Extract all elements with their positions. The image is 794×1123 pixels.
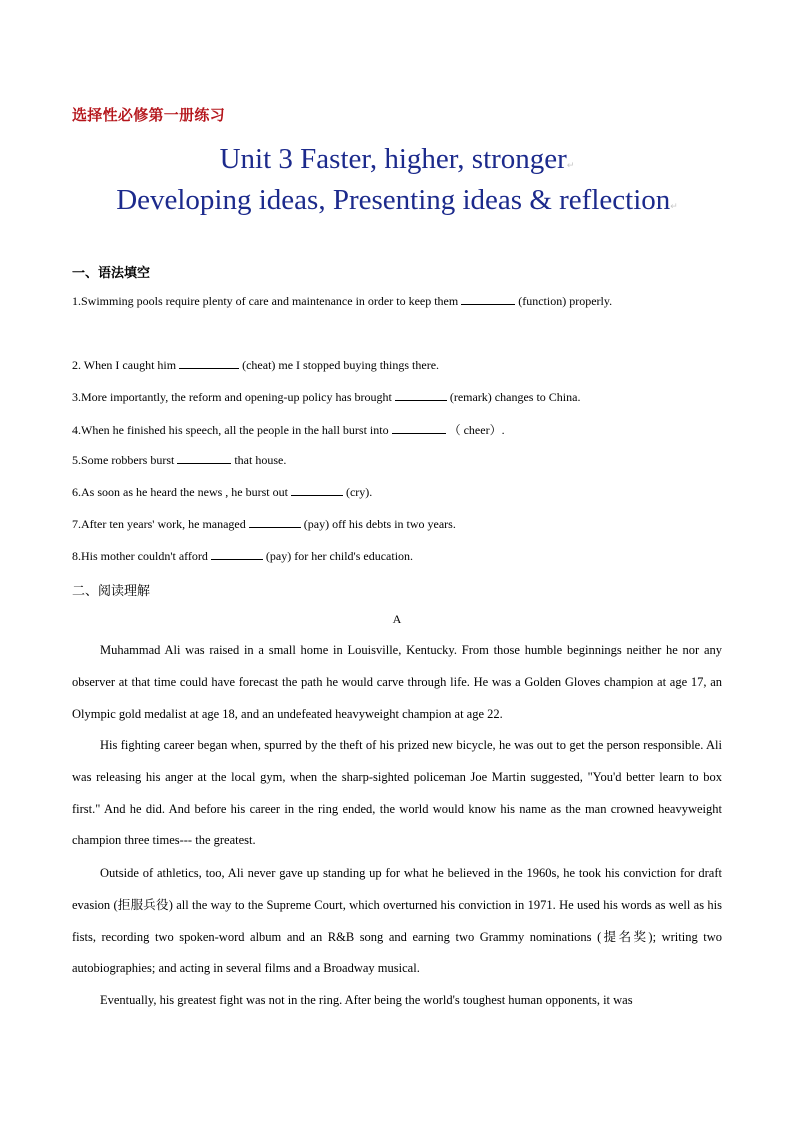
paragraph-mark-icon: ↵ — [566, 160, 575, 170]
answer-blank[interactable] — [177, 452, 231, 464]
question-hint: （ cheer）. — [448, 423, 505, 437]
grammar-question-3 — [72, 389, 732, 405]
question-text: 6.As soon as he heard the news , he burst out — [72, 485, 288, 499]
question-text: 2. When I caught him — [72, 358, 177, 372]
lesson-title — [0, 184, 794, 217]
question-hint: (remark) changes to China. — [449, 390, 581, 404]
section-heading-reading: 二、阅读理解 — [72, 584, 151, 599]
question-hint: (cry). — [345, 485, 373, 499]
question-text: 4.When he finished his speech, all the people in the hall burst into — [72, 423, 389, 437]
question-hint: (pay) for her child's education. — [265, 549, 414, 563]
question-text: 7.After ten years' work, he managed — [72, 517, 246, 531]
grammar-question-7 — [72, 516, 732, 532]
answer-blank[interactable] — [461, 293, 515, 305]
answer-blank[interactable] — [392, 422, 446, 434]
passage-paragraph-4: Eventually, his greatest fight was not in the ring. After being the world's toughest human opponents, it was — [100, 993, 633, 1007]
grammar-question-1 — [72, 293, 732, 309]
question-hint: (pay) off his debts in two years. — [303, 517, 456, 531]
passage-paragraph-2: His fighting career began when, spurred by the theft of his prized new bicycle, he was out to get the person responsible. Ali was releasing his anger at the local gym, when the sharp-sighted policeman Joe Martin suggested, "You'd better learn to box first." And he did. And before his career in the ring ended, the world would know his name as the man crowned heavyweight champion three times--- the greatest. — [72, 738, 722, 848]
unit-title-text: Unit 3 Faster, higher, stronger — [219, 143, 567, 175]
grammar-question-4 — [72, 421, 732, 438]
grammar-question-2 — [72, 357, 732, 373]
question-text: 5.Some robbers burst — [72, 453, 175, 467]
passage-label: A — [392, 612, 402, 626]
grammar-question-5 — [72, 452, 732, 468]
course-kicker: 选择性必修第一册练习 — [72, 106, 226, 124]
passage-paragraph-3: Outside of athletics, too, Ali never gave up standing up for what he believed in the 1960s, he took his conviction for draft evasion (拒服兵役) all the way to the Supreme Court, which overturned his conviction in 1971. He used his words as well as his fists, recording two spoken-word album and an R&B song and earning two Grammy nominations (提名奖); writing two autobiographies; and acting in several films and a Broadway musical. — [72, 866, 722, 976]
question-text: 1.Swimming pools require plenty of care and maintenance in order to keep them — [72, 294, 459, 308]
answer-blank[interactable] — [395, 389, 447, 401]
grammar-question-8 — [72, 548, 732, 564]
grammar-question-6 — [72, 484, 732, 500]
question-hint: (cheat) me I stopped buying things there. — [242, 358, 440, 372]
answer-blank[interactable] — [249, 516, 301, 528]
section-heading-grammar: 一、语法填空 — [72, 266, 151, 281]
question-text: 8.His mother couldn't afford — [72, 549, 208, 563]
question-hint: (function) properly. — [518, 294, 613, 308]
paragraph-mark-icon: ↵ — [670, 201, 678, 211]
unit-title — [0, 143, 794, 176]
question-hint: that house. — [234, 453, 287, 467]
question-text: 3.More importantly, the reform and opening-up policy has brought — [72, 390, 392, 404]
answer-blank[interactable] — [211, 548, 263, 560]
answer-blank[interactable] — [179, 357, 239, 369]
passage-paragraph-1: Muhammad Ali was raised in a small home in Louisville, Kentucky. From those humble beginnings neither he nor any observer at that time could have forecast the path he would carve through life. He was a Golden Gloves champion at age 17, an Olympic gold medalist at age 18, and an undefeated heavyweight champion at age 22. — [72, 643, 722, 721]
lesson-title-text: Developing ideas, Presenting ideas & reflection — [116, 184, 671, 216]
answer-blank[interactable] — [291, 484, 343, 496]
